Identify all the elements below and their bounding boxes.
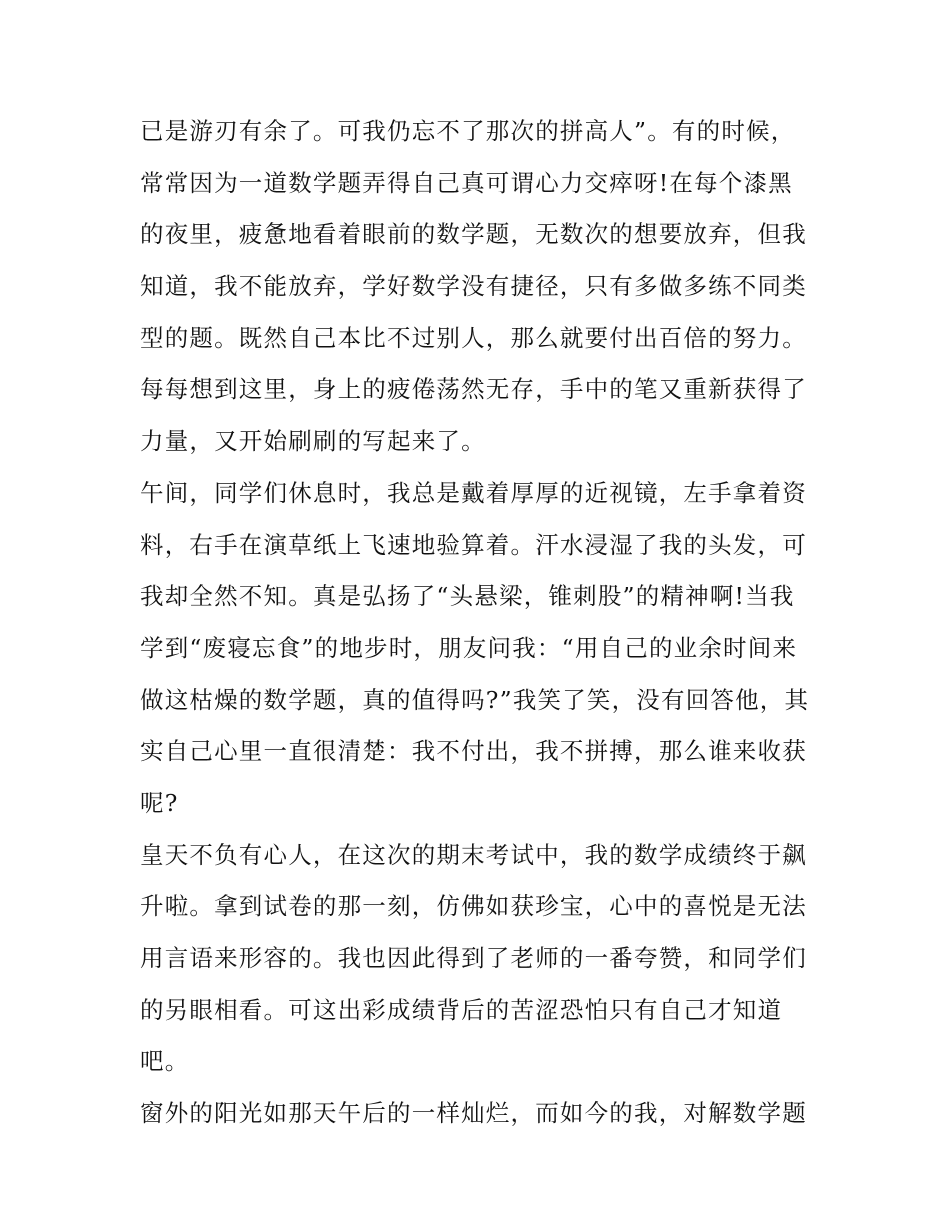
text-line: 午间，同学们休息时，我总是戴着厚厚的近视镜，左手拿着资 <box>140 478 807 507</box>
text-line: 的另眼相看。可这出彩成绩背后的苦涩恐怕只有自己才知道 <box>140 995 783 1024</box>
text-line: 每每想到这里，身上的疲倦荡然无存，手中的笔又重新获得了 <box>140 375 807 404</box>
text-line: 知道，我不能放弃，学好数学没有捷径，只有多做多练不同类 <box>140 272 807 301</box>
text-line: 实自己心里一直很清楚：我不付出，我不拼搏，那么谁来收获 <box>140 737 807 766</box>
text-line: 皇天不负有心人，在这次的期末考试中，我的数学成绩终于飙 <box>140 840 807 869</box>
text-line: 已是游刃有余了。可我仍忘不了那次的拼高人”。有的时候， <box>140 117 796 145</box>
text-line: 窗外的阳光如那天午后的一样灿烂，而如今的我，对解数学题 <box>140 1099 807 1128</box>
text-line: 用言语来形容的。我也因此得到了老师的一番夸赞，和同学们 <box>140 944 807 972</box>
text-line: 吧。 <box>140 1047 190 1076</box>
text-line: 呢? <box>140 788 179 817</box>
text-line: 力量，又开始刷刷的写起来了。 <box>140 427 486 456</box>
text-line: 我却全然不知。真是弘扬了“头悬梁，锥刺股”的精神啊!当我 <box>140 582 795 611</box>
essay-text <box>140 106 820 1140</box>
text-line: 升啦。拿到试卷的那一刻，仿佛如获珍宝，心中的喜悦是无法 <box>140 892 807 921</box>
text-line: 做这枯燥的数学题，真的值得吗?”我笑了笑，没有回答他，其 <box>140 685 810 714</box>
text-line: 料，右手在演草纸上飞速地验算着。汗水浸湿了我的头发，可 <box>140 530 807 559</box>
text-line: 学到“废寝忘食”的地步时，朋友问我：“用自己的业余时间来 <box>140 633 798 662</box>
text-line: 型的题。既然自己本比不过别人，那么就要付出百倍的努力。 <box>140 323 807 352</box>
text-line: 的夜里，疲惫地看着眼前的数学题，无数次的想要放弃，但我 <box>140 220 807 249</box>
text-line: 常常因为一道数学题弄得自己真可谓心力交瘁呀!在每个漆黑 <box>140 168 793 197</box>
